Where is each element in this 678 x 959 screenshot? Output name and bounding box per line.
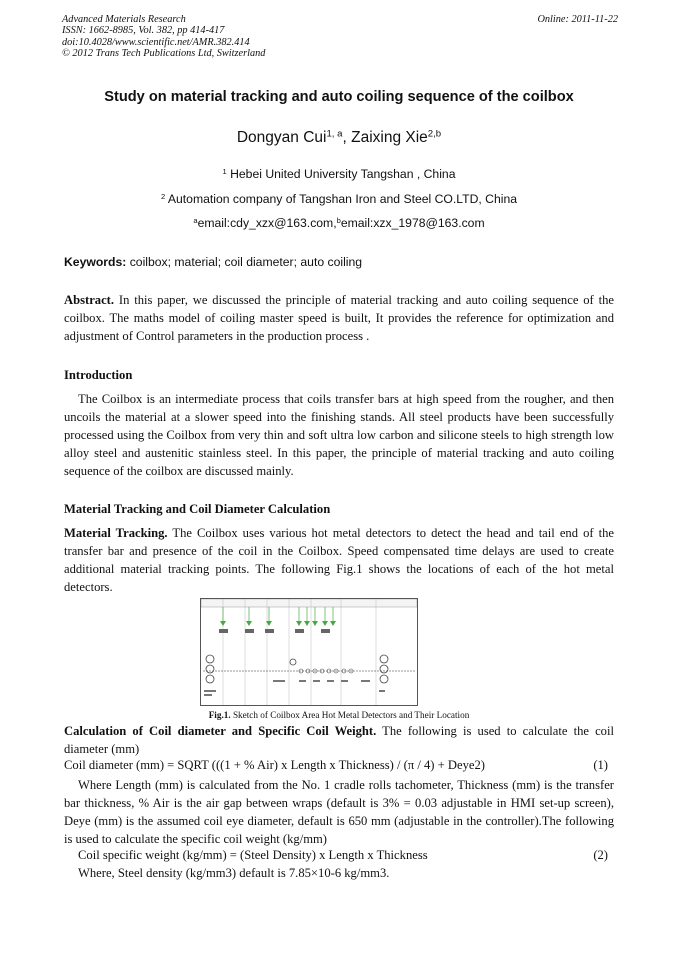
author-separator: , xyxy=(342,129,352,146)
equation-2-text: Coil specific weight (kg/mm) = (Steel Density) x Length x Thickness xyxy=(78,848,428,862)
coilbox-sketch-drawing xyxy=(201,599,417,705)
affiliation-2 xyxy=(40,192,638,206)
affiliation-1 xyxy=(40,167,638,181)
figure-1-label: Fig.1. xyxy=(208,710,231,720)
online-date: Online: 2011-11-22 xyxy=(537,14,618,25)
equation-1 xyxy=(64,758,614,773)
section-heading-introduction: Introduction xyxy=(64,368,133,382)
affiliation-1-text: Hebei United University Tangshan , China xyxy=(226,167,456,181)
abstract-label: Abstract. xyxy=(64,293,115,307)
affiliation-2-text: Automation company of Tangshan Iron and Steel CO.LTD, China xyxy=(165,192,518,206)
figure-1-caption-text: Sketch of Coilbox Area Hot Metal Detectors and Their Location xyxy=(230,710,470,720)
abstract-text: In this paper, we discussed the principle of material tracking and auto coiling sequence of the coilbox. The maths model of coiling master speed is built, It provides the reference for optimization and adjustment of Control parameters in the production process . xyxy=(64,293,614,343)
email-a-mark: a xyxy=(193,215,198,225)
material-tracking-label: Material Tracking. xyxy=(64,526,168,540)
doi-line: doi:10.4028/www.scientific.net/AMR.382.414 xyxy=(62,36,250,48)
author-1: Dongyan Cui xyxy=(236,129,327,146)
abstract xyxy=(64,291,614,345)
calculation-label: Calculation of Coil diameter and Specific Coil Weight. xyxy=(64,724,377,738)
equation-2 xyxy=(78,848,608,863)
where-paragraph-2: Where, Steel density (kg/mm3) default is 7.85×10-6 kg/mm3. xyxy=(78,866,390,880)
issn-line: ISSN: 1662-8985, Vol. 382, pp 414-417 xyxy=(62,25,225,37)
paper-title: Study on material tracking and auto coiling sequence of the coilbox xyxy=(104,89,574,105)
section-heading-material-tracking: Material Tracking and Coil Diameter Calculation xyxy=(64,502,331,516)
affiliation-2-mark: 2 xyxy=(160,191,166,201)
material-tracking-paragraph xyxy=(64,524,614,596)
figure-1-caption xyxy=(40,710,638,720)
figure-1-sketch xyxy=(200,598,418,706)
calculation-paragraph xyxy=(64,722,614,758)
equation-1-text: Coil diameter (mm) = SQRT (((1 + % Air) x Length x Thickness) / (π / 4) + Deye2) xyxy=(64,758,485,772)
journal-name: Advanced Materials Research xyxy=(62,14,186,25)
keywords-text: coilbox; material; coil diameter; auto coiling xyxy=(126,255,363,269)
keywords-label: Keywords: xyxy=(64,255,127,269)
copyright-line: © 2012 Trans Tech Publications Ltd, Switzerland xyxy=(62,47,266,59)
author-line xyxy=(40,129,638,147)
introduction-paragraph: The Coilbox is an intermediate process that coils transfer bars at high speed from the rougher, and then uncoils the material at a slower speed into the finishing stands. All steel products have been successfully processed using the Coilbox from very thin and soft ultra low carbon and silicone steels to high strength low alloy steel and austenitic stainless steel. In this paper, the principle of material tracking and auto coiling sequence of the coilbox are discussed mainly. xyxy=(64,392,614,478)
author-1-affiliation-mark: 1, a xyxy=(326,128,343,140)
where-paragraph-1: Where Length (mm) is calculated from the No. 1 cradle rolls tachometer, Thickness (mm) is the transfer bar thickness, % Air is the air gap between wraps (default is 3% = 0.03 adjustable in HMI set-up screen), Deye (mm) is the assumed coil eye diameter, default is 650 mm (adjustable in the controller).The following is used to calculate the specific coil weight (kg/mm) xyxy=(64,778,614,846)
author-2-affiliation-mark: 2,b xyxy=(427,128,442,140)
equation-2-number: (2) xyxy=(593,848,608,862)
author-2: Zaixing Xie xyxy=(351,129,428,146)
email-a: email:cdy_xzx@163.com, xyxy=(197,216,337,230)
keywords xyxy=(64,255,362,269)
running-header xyxy=(62,14,618,59)
email-b-mark: b xyxy=(336,215,341,225)
email-b: email:xzx_1978@163.com xyxy=(340,216,485,230)
affiliation-1-mark: 1 xyxy=(222,166,227,176)
material-tracking-text: The Coilbox uses various hot metal detectors to detect the head and tail end of the transfer bar and presence of the coil in the Coilbox. Speed compensated time delays are used to create additional material tracking points. The following Fig.1 shows the locations of each of the hot metal detectors. xyxy=(64,526,614,594)
email-line xyxy=(40,216,638,230)
calculation-text: The following is used to calculate the coil diameter (mm) xyxy=(64,724,614,756)
equation-1-number: (1) xyxy=(593,758,608,772)
